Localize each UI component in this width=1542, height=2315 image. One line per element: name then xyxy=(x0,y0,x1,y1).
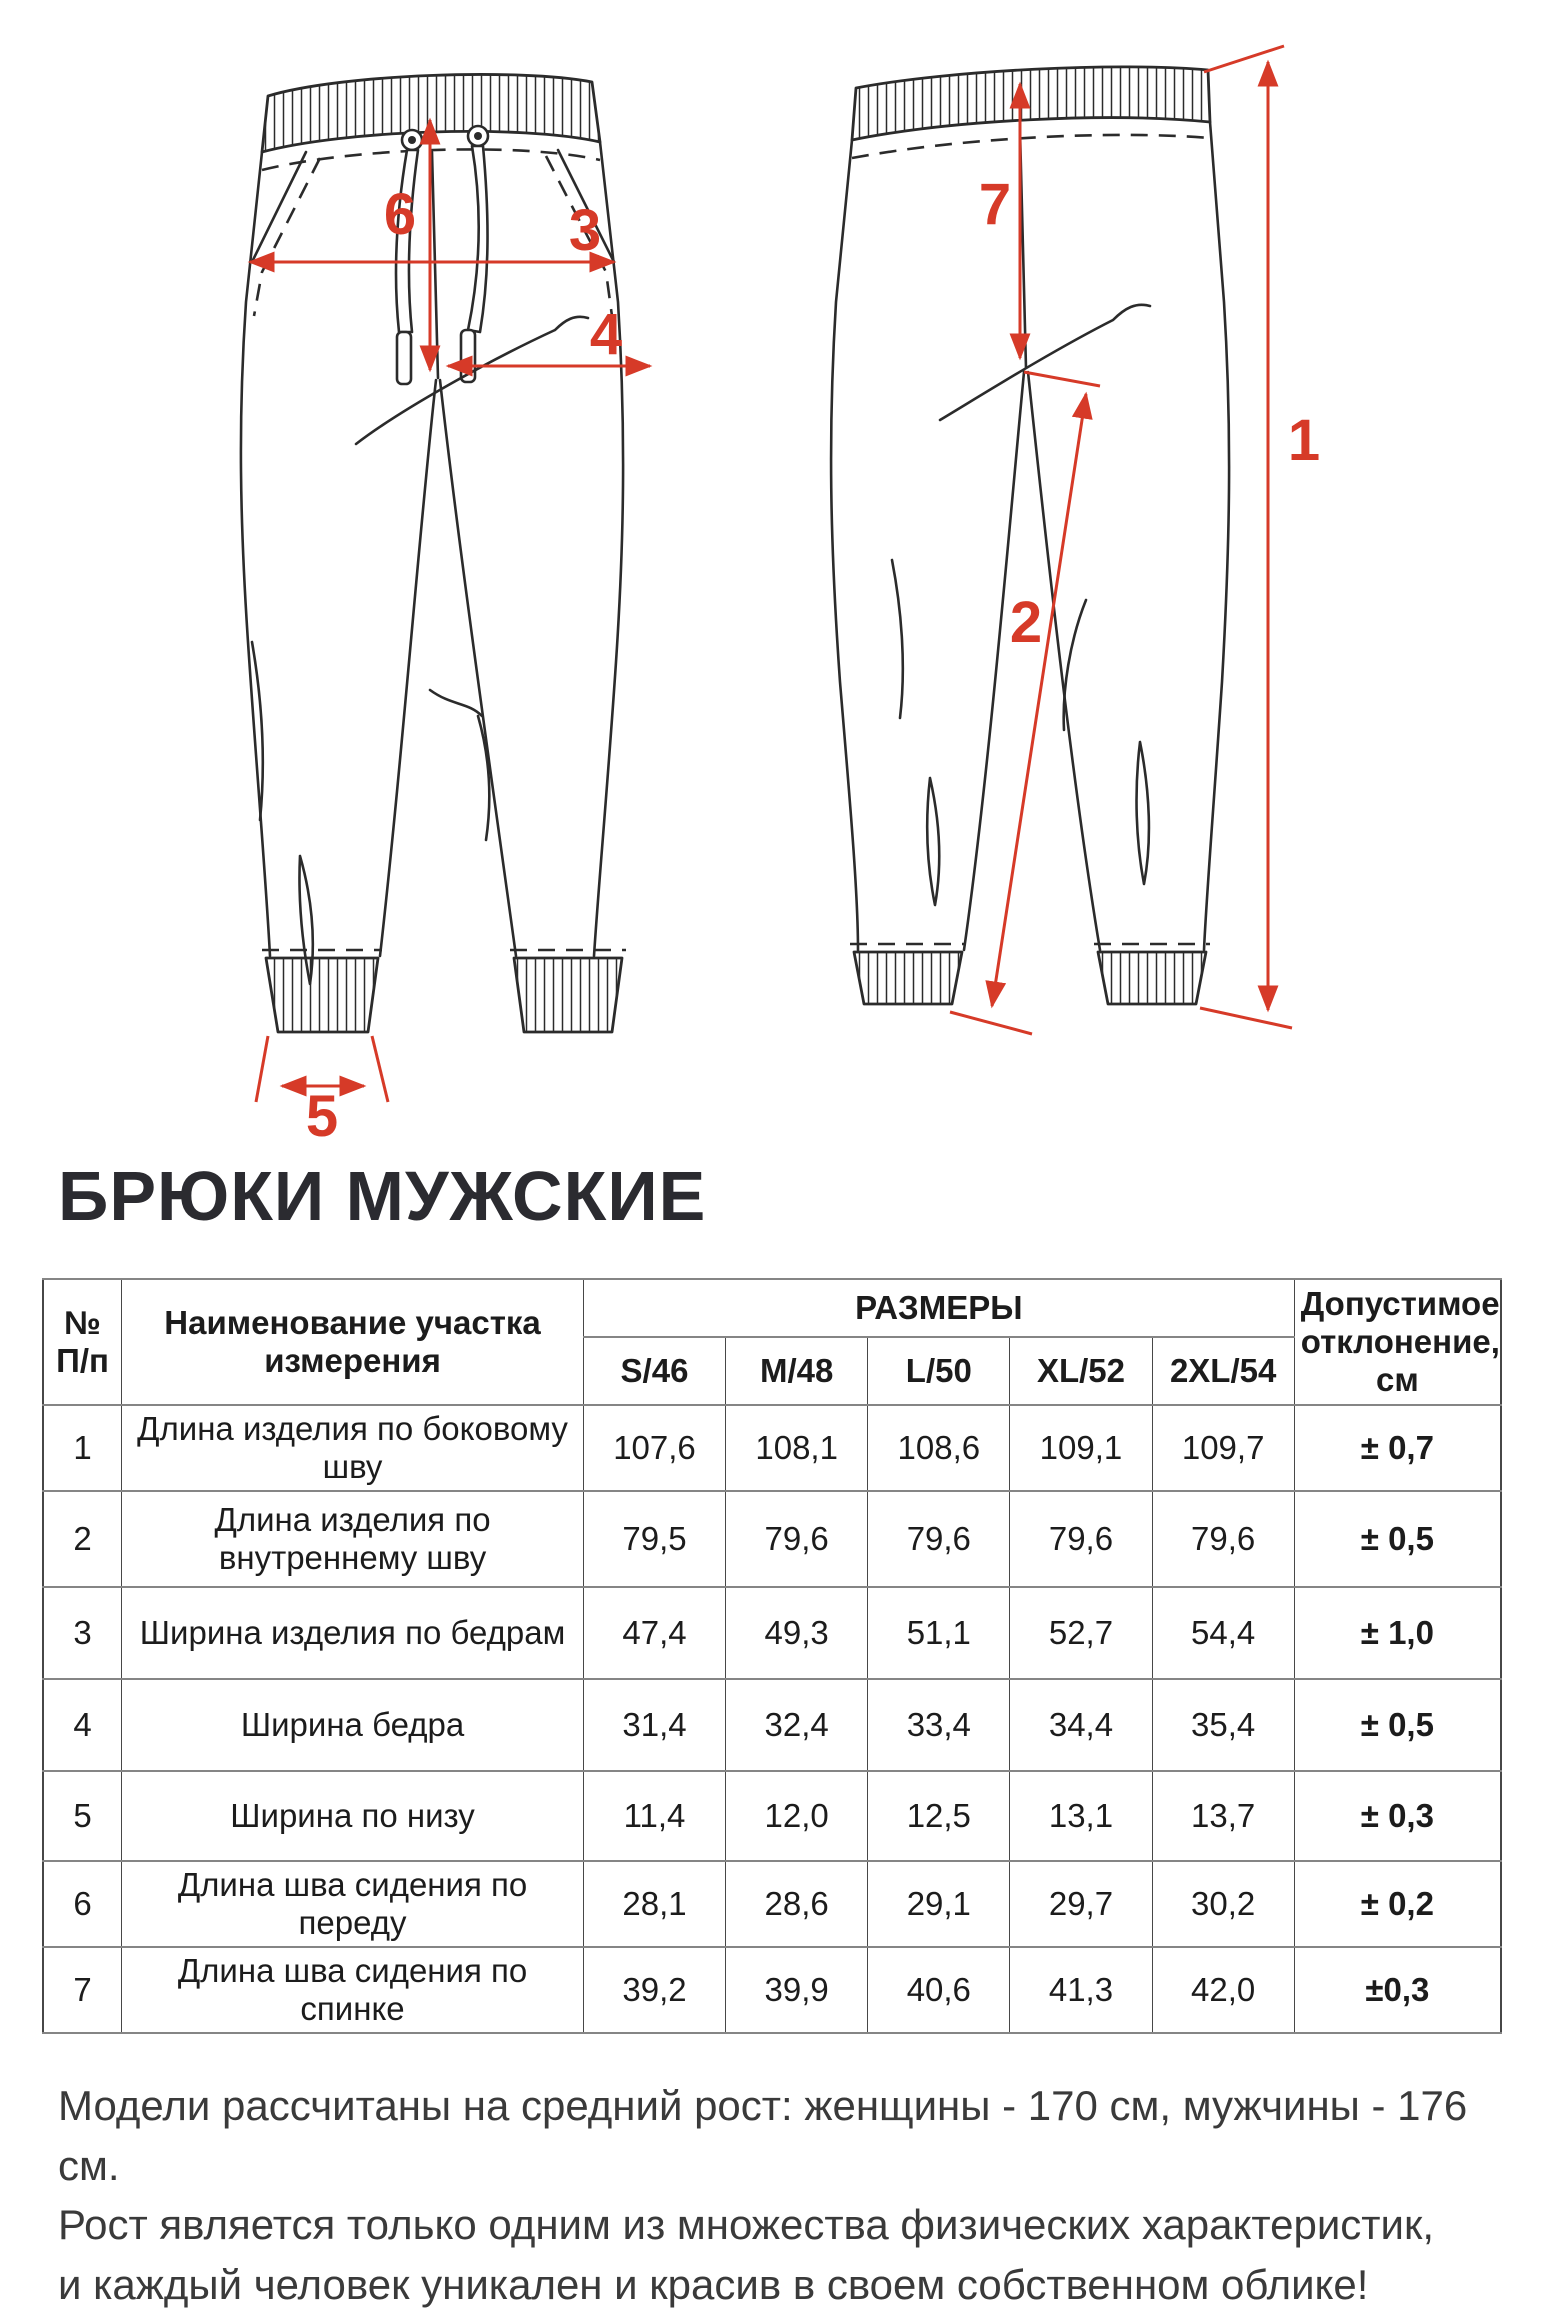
table-row xyxy=(43,1587,1501,1679)
header-num xyxy=(43,1279,122,1405)
table-row xyxy=(43,1947,1501,2033)
row-value: 109,7 xyxy=(1152,1405,1294,1491)
table-row xyxy=(43,1491,1501,1587)
row-value: 51,1 xyxy=(868,1587,1010,1679)
row-value: 39,2 xyxy=(583,1947,725,2033)
table-row xyxy=(43,1679,1501,1771)
row-num: 6 xyxy=(43,1861,122,1947)
measure-label-4: 4 xyxy=(589,302,623,367)
row-value: 79,6 xyxy=(1010,1491,1152,1587)
footer-line-3: и каждый человек уникален и красив в своем собственном облике! xyxy=(58,2260,1369,2308)
measure-label-2: 2 xyxy=(1009,590,1043,655)
row-value: 13,1 xyxy=(1010,1771,1152,1861)
row-value: 40,6 xyxy=(868,1947,1010,2033)
header-size-xl52: XL/52 xyxy=(1010,1337,1152,1405)
row-tolerance: ± 0,7 xyxy=(1294,1405,1501,1491)
row-value: 29,1 xyxy=(868,1861,1010,1947)
row-value: 31,4 xyxy=(583,1679,725,1771)
header-size-l50: L/50 xyxy=(868,1337,1010,1405)
row-num: 4 xyxy=(43,1679,122,1771)
row-num: 2 xyxy=(43,1491,122,1587)
row-tolerance: ± 0,2 xyxy=(1294,1861,1501,1947)
page-title: БРЮКИ МУЖСКИЕ xyxy=(58,1157,707,1235)
row-value: 107,6 xyxy=(583,1405,725,1491)
table-row xyxy=(43,1861,1501,1947)
row-value: 42,0 xyxy=(1152,1947,1294,2033)
row-tolerance: ± 0,3 xyxy=(1294,1771,1501,1861)
table-row xyxy=(43,1771,1501,1861)
row-value: 39,9 xyxy=(726,1947,868,2033)
header-name: Наименование участка измерения xyxy=(122,1279,584,1405)
row-tolerance: ± 1,0 xyxy=(1294,1587,1501,1679)
row-value: 13,7 xyxy=(1152,1771,1294,1861)
row-tolerance: ± 0,5 xyxy=(1294,1491,1501,1587)
row-value: 12,0 xyxy=(726,1771,868,1861)
header-num-line2: П/п xyxy=(56,1342,109,1379)
row-value: 79,6 xyxy=(868,1491,1010,1587)
row-name: Ширина бедра xyxy=(122,1679,584,1771)
row-value: 33,4 xyxy=(868,1679,1010,1771)
header-tolerance: Допустимое отклонение, см xyxy=(1294,1279,1501,1405)
table-row xyxy=(43,1405,1501,1491)
row-name: Ширина по низу xyxy=(122,1771,584,1861)
measure-label-1: 1 xyxy=(1287,408,1321,473)
row-value: 30,2 xyxy=(1152,1861,1294,1947)
header-size-2xl54: 2XL/54 xyxy=(1152,1337,1294,1405)
row-value: 54,4 xyxy=(1152,1587,1294,1679)
pants-measurement-diagram xyxy=(0,0,1542,1149)
row-value: 108,6 xyxy=(868,1405,1010,1491)
footer-line-1: Модели рассчитаны на средний рост: женщины - 170 см, мужчины - 176 см. xyxy=(58,2082,1468,2189)
row-value: 109,1 xyxy=(1010,1405,1152,1491)
row-tolerance: ± 0,5 xyxy=(1294,1679,1501,1771)
size-table xyxy=(42,1278,1502,2034)
footer-note xyxy=(58,2076,1508,2315)
row-value: 49,3 xyxy=(726,1587,868,1679)
footer-line-2: Рост является только одним из множества физических характеристик, xyxy=(58,2201,1435,2249)
header-size-s46: S/46 xyxy=(583,1337,725,1405)
row-name: Длина изделия по внутреннему шву xyxy=(122,1491,584,1587)
measure-arrow-1 xyxy=(1200,46,1320,1028)
row-name: Длина шва сидения по переду xyxy=(122,1861,584,1947)
header-size-m48: M/48 xyxy=(726,1337,868,1405)
row-value: 34,4 xyxy=(1010,1679,1152,1771)
row-num: 1 xyxy=(43,1405,122,1491)
row-num: 5 xyxy=(43,1771,122,1861)
measure-label-7: 7 xyxy=(978,172,1012,237)
row-value: 47,4 xyxy=(583,1587,725,1679)
measure-label-5: 5 xyxy=(305,1084,339,1149)
measure-label-6: 6 xyxy=(383,182,417,247)
row-value: 52,7 xyxy=(1010,1587,1152,1679)
row-name: Длина изделия по боковому шву xyxy=(122,1405,584,1491)
row-value: 29,7 xyxy=(1010,1861,1152,1947)
table-header-row-1 xyxy=(43,1279,1501,1337)
row-tolerance: ±0,3 xyxy=(1294,1947,1501,2033)
row-value: 32,4 xyxy=(726,1679,868,1771)
row-value: 79,6 xyxy=(1152,1491,1294,1587)
row-name: Ширина изделия по бедрам xyxy=(122,1587,584,1679)
back-pant-drawing xyxy=(831,67,1229,1004)
row-name: Длина шва сидения по спинке xyxy=(122,1947,584,2033)
row-value: 35,4 xyxy=(1152,1679,1294,1771)
row-value: 41,3 xyxy=(1010,1947,1152,2033)
measure-label-3: 3 xyxy=(568,198,602,263)
measure-arrow-7 xyxy=(979,84,1020,358)
row-value: 79,5 xyxy=(583,1491,725,1587)
row-value: 28,1 xyxy=(583,1861,725,1947)
measure-arrow-2 xyxy=(950,372,1100,1034)
header-num-line1: № xyxy=(64,1304,101,1341)
row-value: 12,5 xyxy=(868,1771,1010,1861)
row-num: 3 xyxy=(43,1587,122,1679)
measure-arrow-3 xyxy=(250,198,614,263)
header-sizes-group: РАЗМЕРЫ xyxy=(583,1279,1294,1337)
row-value: 108,1 xyxy=(726,1405,868,1491)
row-num: 7 xyxy=(43,1947,122,2033)
row-value: 11,4 xyxy=(583,1771,725,1861)
row-value: 79,6 xyxy=(726,1491,868,1587)
measure-arrow-5 xyxy=(256,1036,388,1149)
row-value: 28,6 xyxy=(726,1861,868,1947)
